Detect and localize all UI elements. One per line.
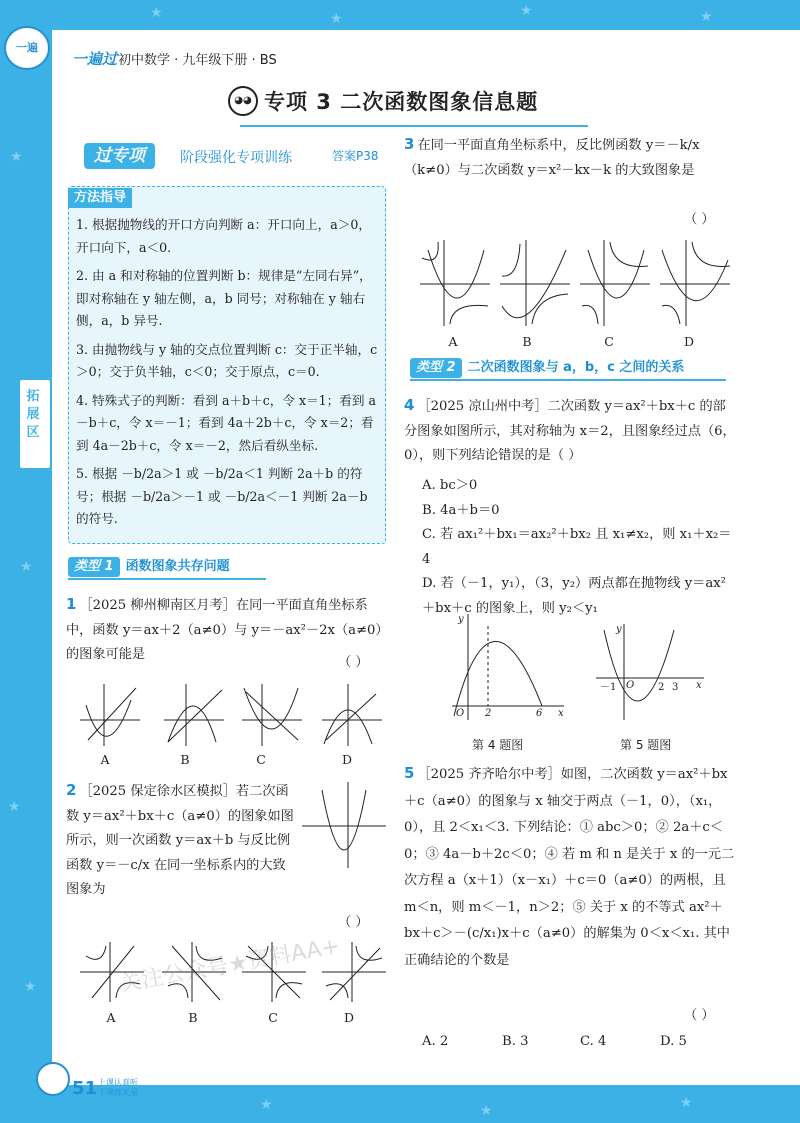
method-item: 4. 特殊式子的判断：看到 a＋b＋c，令 x＝1；看到 a－b＋c，令 x＝－1；看到 4a＋2b＋c，令 x＝2；看到 4a－2b＋c，令 x＝－2，然后看纵坐标. (76, 392, 376, 453)
option-label: C (268, 1010, 278, 1025)
star-icon: ★ (150, 5, 163, 21)
tick-label: －1 (600, 682, 617, 693)
star-icon: ★ (10, 149, 23, 165)
option-label: A (100, 752, 110, 767)
tick-label: 2 (658, 682, 665, 693)
star-icon: ★ (330, 11, 343, 27)
side-tab-label: 拓展区 (26, 389, 40, 440)
star-icon: ★ (680, 1095, 693, 1111)
page-title-bar (220, 84, 580, 116)
tick-label: 2 (485, 708, 492, 719)
page-title: 专项 3 二次函数图象信息题 (264, 90, 539, 114)
top-border (0, 0, 800, 30)
question-number: 3 (404, 135, 415, 153)
option-label: B (188, 1010, 198, 1025)
type1-header (68, 557, 230, 579)
type1-badge: 类型 1 (68, 557, 120, 577)
q2-parabola-graph (300, 780, 390, 870)
question-2 (66, 778, 298, 903)
method-item: 5. 根据 －b/2a＞1 或 －b/2a＜1 判断 2a＋b 的符号；根据 －b/2a＞－1 或 －b/2a＜－1 判断 2a－b 的符号. (76, 466, 368, 526)
star-icon: ★ (520, 3, 533, 19)
choice-c: C. 若 ax₁²＋bx₁＝ax₂²＋bx₂ 且 x₁≠x₂，则 x₁＋x₂＝4 (422, 527, 732, 567)
question-text: ［2025 保定徐水区模拟］若二次函数 y＝ax²＋bx＋c（a≠0）的图象如图所示，则一次函数 y＝ax＋b 与反比例函数 y＝－c/x 在同一坐标系内的大致图象为 (66, 784, 294, 897)
choice-a: A. 2 (422, 1034, 449, 1049)
figure-caption: 第 5 题图 (620, 738, 672, 752)
question-number: 4 (404, 396, 415, 414)
section-badge: 过专项 (84, 143, 155, 169)
method-item: 3. 由抛物线与 y 轴的交点位置判断 c：交于正半轴，c＞0；交于负半轴，c＜0；交于原点，c＝0. (76, 341, 378, 379)
title-underline (240, 125, 588, 127)
type2-underline (410, 379, 726, 381)
axis-label: y (458, 614, 464, 625)
question-text: 在同一平面直角坐标系中，反比例函数 y＝－k/x（k≠0）与二次函数 y＝x²－kx－k 的大致图象是 (404, 138, 700, 178)
mascot-logo: 一遍 (4, 26, 50, 70)
option-label: A (448, 334, 458, 349)
tick-label: 3 (672, 682, 679, 693)
q1-graphs (76, 680, 386, 750)
answer-paren: （ ） (338, 655, 369, 670)
choice-b: B. 4a＋b＝0 (422, 502, 500, 518)
question-text: ［2025 凉山州中考］二次函数 y＝ax²＋bx＋c 的部分图象如图所示，其对称轴为 x＝2，且图象经过点（6，0），则下列结论错误的是（ ） (404, 399, 736, 463)
method-list (76, 214, 380, 537)
star-icon: ★ (480, 1103, 493, 1119)
question-4-choices (422, 474, 736, 621)
choice-a: A. bc＞0 (422, 478, 478, 493)
choice-b: B. 3 (502, 1034, 529, 1049)
brand-name: 一遍过 (72, 50, 118, 68)
axis-label: y (616, 624, 622, 635)
mascot-icon: ◕◕ (228, 86, 258, 116)
choice-c: C. 4 (580, 1034, 607, 1049)
star-icon: ★ (24, 979, 37, 995)
question-5 (404, 760, 736, 974)
question-number: 1 (66, 595, 77, 613)
option-label: B (522, 334, 532, 349)
question-3 (404, 132, 734, 183)
option-label: D (683, 334, 695, 349)
answer-paren: （ ） (338, 915, 369, 930)
footer-mascot-icon (36, 1062, 70, 1096)
q3-option-graphs (418, 236, 738, 330)
option-label: A (106, 1010, 116, 1025)
book-info: 初中数学 · 九年级下册 · BS (118, 53, 277, 68)
axis-label: x (558, 708, 564, 719)
choice-d: D. 5 (660, 1034, 687, 1049)
option-label: D (343, 1010, 355, 1025)
type2-title: 二次函数图象与 a，b，c 之间的关系 (467, 360, 685, 375)
method-item: 2. 由 a 和对称轴的位置判断 b：规律是“左同右异”，即对称轴在 y 轴左侧，a，b 同号；对称轴在 y 轴右侧，a，b 异号. (76, 268, 372, 328)
option-label: C (256, 752, 266, 767)
figure-caption: 第 4 题图 (472, 738, 524, 752)
type1-title: 函数图象共存问题 (125, 559, 230, 574)
question-text: ［2025 齐齐哈尔中考］如图，二次函数 y＝ax²＋bx＋c（a≠0）的图象与 x 轴交于两点（－1，0），（x₁，0），且 2＜x₁＜3. 下列结论：① abc＞0；② 2a＋c＜0；③ 4a－b＋2c＜0；④ 若 m 和 n 是关于 x 的一元二次方程 a（x＋1）（x－x₁）＋c＝0（a≠0）的两根，且 m＜n，则 m＜－1，n＞2；⑤ 关于 x 的不等式 ax²＋bx＋c＞－(c/x₁)x＋c（a≠0）的解集为 0＜x＜x₁. 其中正确结论的个数是 (404, 767, 735, 968)
question-number: 5 (404, 764, 415, 782)
type1-underline (68, 578, 266, 580)
page-number: 51 (72, 1078, 98, 1099)
answer-paren: （ ） (684, 1008, 715, 1023)
star-icon: ★ (20, 559, 33, 575)
type2-badge: 类型 2 (410, 358, 462, 378)
option-label: B (180, 752, 190, 767)
origin-label: O (456, 708, 465, 719)
question-4 (404, 393, 736, 469)
method-tab (68, 186, 386, 208)
axis-label: x (696, 680, 702, 691)
option-label: D (341, 752, 353, 767)
star-icon: ★ (260, 1097, 273, 1113)
section-header (68, 143, 386, 173)
type2-header (410, 358, 684, 380)
star-icon: ★ (8, 799, 21, 815)
option-label: C (604, 334, 614, 349)
origin-label: O (626, 680, 635, 691)
q4-figure (448, 612, 568, 722)
question-text: ［2025 柳州柳南区月考］在同一平面直角坐标系中，函数 y＝ax＋2（a≠0）与 y＝－ax²－2x（a≠0）的图象可能是 (66, 598, 383, 662)
answer-paren: （ ） (684, 212, 715, 227)
choice-d: D. 若（－1，y₁），（3，y₂）两点都在抛物线 y＝ax²＋bx＋c 的图象上，则 y₂＜y₁ (422, 576, 726, 616)
tick-label: 6 (536, 708, 543, 719)
section-subtitle: 阶段强化专项训练 (180, 150, 292, 166)
method-tab-label: 方法指导 (68, 188, 132, 208)
q5-figure (592, 622, 708, 722)
star-icon: ★ (700, 9, 713, 25)
watermark: 关注公众号★资料AA+ (117, 933, 342, 998)
question-number: 2 (66, 781, 77, 799)
footer-slogan: 上课认真听 下课练天星 (98, 1078, 138, 1097)
answer-reference: 答案P38 (332, 149, 379, 163)
method-item: 1. 根据抛物线的开口方向判断 a：开口向上，a＞0，开口向下，a＜0. (76, 217, 371, 255)
